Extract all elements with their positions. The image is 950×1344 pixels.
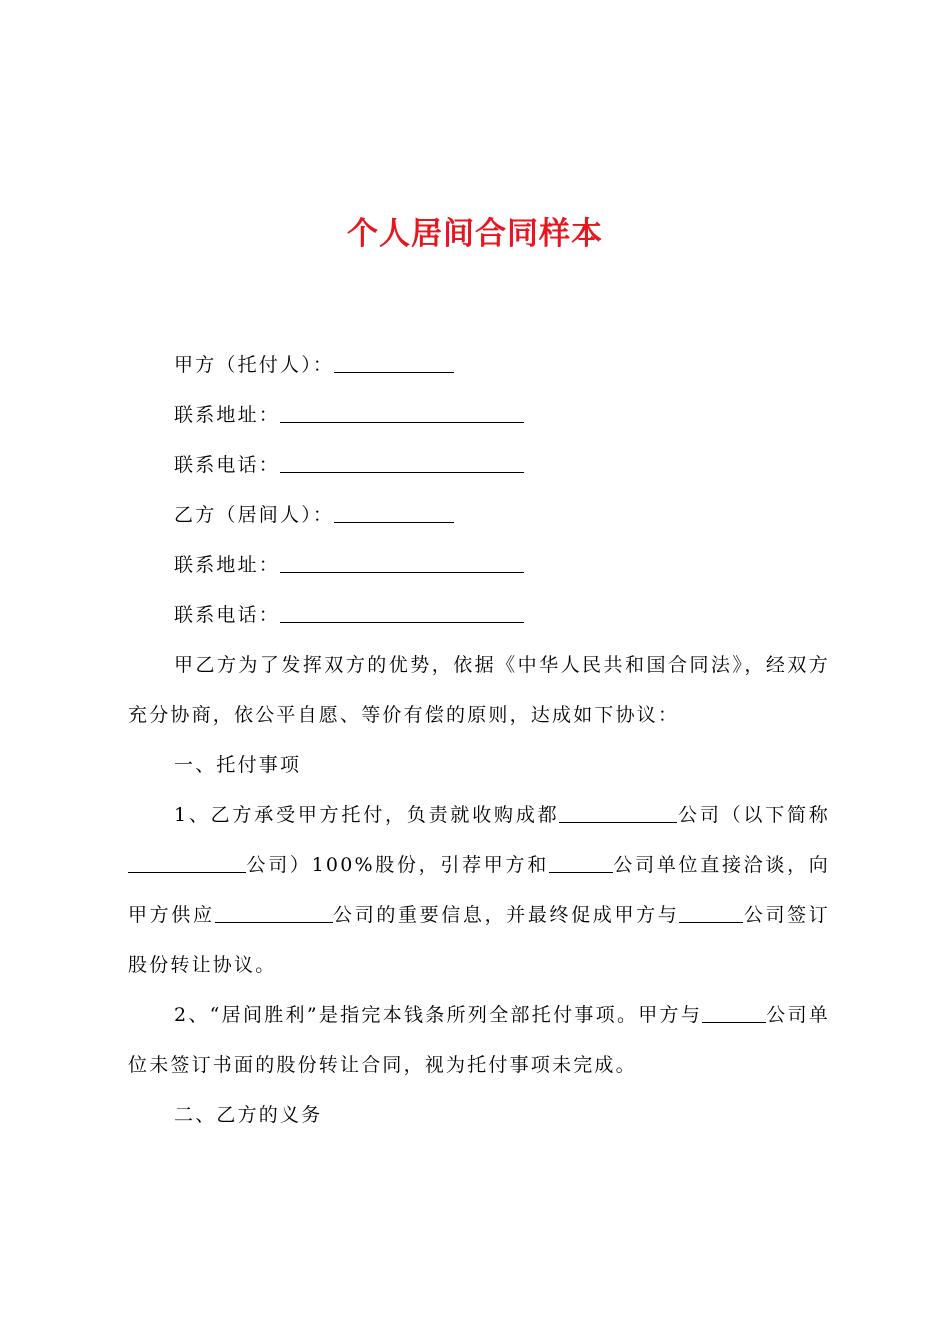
clause-1-text-3: 公司）100%股份，引荐甲方和 <box>246 854 549 876</box>
clause-2-text-2: 公司单位未签订书面的股份转让合同，视为托付事项未完成。 <box>128 1004 831 1076</box>
document-title: 个人居间合同样本 <box>347 216 603 252</box>
clause-1-paragraph <box>128 790 830 990</box>
clause-1-blank-1 <box>559 804 677 823</box>
clause-1-blank-3 <box>549 854 613 873</box>
clause-1-text-2: 公司（以下简称 <box>677 804 830 826</box>
clause-1-blank-2 <box>128 854 246 873</box>
clause-2-blank-1 <box>702 1004 766 1023</box>
party-a-phone-label: 联系电话： <box>174 454 281 476</box>
clause-1-text-6: 公司签订股份转让协议。 <box>128 904 830 976</box>
clause-2-paragraph <box>128 990 830 1090</box>
party-b-phone-label: 联系电话： <box>174 604 281 626</box>
party-b-address-field <box>128 540 830 590</box>
party-b-address-label: 联系地址： <box>174 554 281 576</box>
party-b-field <box>128 490 830 540</box>
party-a-blank <box>334 354 454 373</box>
party-a-label: 甲方（托付人）： <box>174 354 335 376</box>
party-b-phone-field <box>128 590 830 640</box>
clause-1-blank-4 <box>215 904 333 923</box>
party-b-blank <box>334 504 454 523</box>
clause-1-text-4: 公司单位直接洽谈，向甲方供应 <box>128 854 830 926</box>
party-a-phone-field <box>128 440 830 490</box>
party-a-address-blank <box>280 404 524 423</box>
party-a-phone-blank <box>280 454 524 473</box>
clause-1-text-5: 公司的重要信息，并最终促成甲方与 <box>332 904 680 926</box>
clause-1-blank-5 <box>679 904 743 923</box>
party-b-label: 乙方（居间人）： <box>174 504 335 526</box>
section-1-heading: 一、托付事项 <box>174 754 302 776</box>
section-2-heading: 二、乙方的义务 <box>174 1104 323 1126</box>
party-a-address-field <box>128 390 830 440</box>
party-b-phone-blank <box>280 604 524 623</box>
document-body <box>128 340 830 1140</box>
party-b-address-blank <box>280 554 524 573</box>
clause-2-text-1: 2、“居间胜利”是指完本钱条所列全部托付事项。甲方与 <box>174 1004 703 1026</box>
party-a-field <box>128 340 830 390</box>
clause-1-text-1: 1、乙方承受甲方托付，负责就收购成都 <box>174 804 560 826</box>
intro-paragraph: 甲乙方为了发挥双方的优势，依据《中华人民共和国合同法》，经双方充分协商，依公平自愿、等价有偿的原则，达成如下协议： <box>128 654 830 726</box>
party-a-address-label: 联系地址： <box>174 404 281 426</box>
